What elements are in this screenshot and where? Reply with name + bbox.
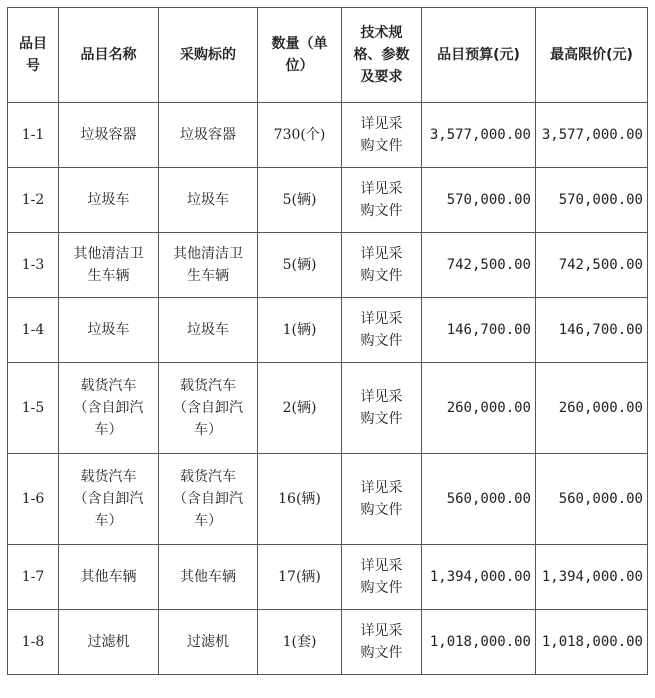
budget-cell: 146,700.00 [422, 298, 536, 363]
quantity-cell: 2(辆) [258, 363, 342, 454]
item-number-cell: 1-6 [8, 454, 59, 545]
table-row [8, 298, 648, 363]
specs-cell: 详见采 购文件 [342, 298, 422, 363]
max-price-cell: 146,700.00 [536, 298, 648, 363]
procurement-target-cell: 垃圾车 [159, 168, 258, 233]
header-row [8, 8, 648, 103]
table-row [8, 454, 648, 545]
item-name-cell: 过滤机 [59, 610, 159, 675]
quantity-cell: 5(辆) [258, 168, 342, 233]
procurement-target-cell: 其他车辆 [159, 545, 258, 610]
table-row [8, 103, 648, 168]
header-budget: 品目预算(元) [422, 8, 536, 103]
item-number-cell: 1-5 [8, 363, 59, 454]
max-price-cell: 3,577,000.00 [536, 103, 648, 168]
specs-cell: 详见采 购文件 [342, 545, 422, 610]
table-row [8, 363, 648, 454]
budget-cell: 1,018,000.00 [422, 610, 536, 675]
header-item-number: 品目 号 [8, 8, 59, 103]
item-number-cell: 1-4 [8, 298, 59, 363]
budget-cell: 742,500.00 [422, 233, 536, 298]
quantity-cell: 17(辆) [258, 545, 342, 610]
quantity-cell: 16(辆) [258, 454, 342, 545]
table-row [8, 233, 648, 298]
max-price-cell: 1,394,000.00 [536, 545, 648, 610]
specs-cell: 详见采 购文件 [342, 103, 422, 168]
item-name-cell: 垃圾车 [59, 168, 159, 233]
item-number-cell: 1-3 [8, 233, 59, 298]
specs-cell: 详见采 购文件 [342, 168, 422, 233]
specs-cell: 详见采 购文件 [342, 610, 422, 675]
table-body [8, 103, 648, 675]
item-number-cell: 1-8 [8, 610, 59, 675]
budget-cell: 3,577,000.00 [422, 103, 536, 168]
header-quantity: 数量（单 位） [258, 8, 342, 103]
item-number-cell: 1-1 [8, 103, 59, 168]
procurement-target-cell: 垃圾车 [159, 298, 258, 363]
header-item-name: 品目名称 [59, 8, 159, 103]
budget-cell: 1,394,000.00 [422, 545, 536, 610]
quantity-cell: 5(辆) [258, 233, 342, 298]
item-name-cell: 垃圾车 [59, 298, 159, 363]
max-price-cell: 1,018,000.00 [536, 610, 648, 675]
table-row [8, 545, 648, 610]
max-price-cell: 742,500.00 [536, 233, 648, 298]
header-specs: 技术规 格、参数 及要求 [342, 8, 422, 103]
item-name-cell: 载货汽车 （含自卸汽 车） [59, 363, 159, 454]
quantity-cell: 730(个) [258, 103, 342, 168]
item-name-cell: 其他清洁卫 生车辆 [59, 233, 159, 298]
procurement-target-cell: 载货汽车 （含自卸汽 车） [159, 454, 258, 545]
specs-cell: 详见采 购文件 [342, 233, 422, 298]
procurement-target-cell: 过滤机 [159, 610, 258, 675]
budget-cell: 570,000.00 [422, 168, 536, 233]
procurement-target-cell: 载货汽车 （含自卸汽 车） [159, 363, 258, 454]
item-number-cell: 1-7 [8, 545, 59, 610]
max-price-cell: 570,000.00 [536, 168, 648, 233]
header-max-price: 最高限价(元) [536, 8, 648, 103]
max-price-cell: 560,000.00 [536, 454, 648, 545]
specs-cell: 详见采 购文件 [342, 363, 422, 454]
item-name-cell: 其他车辆 [59, 545, 159, 610]
quantity-cell: 1(辆) [258, 298, 342, 363]
budget-cell: 260,000.00 [422, 363, 536, 454]
item-name-cell: 载货汽车 （含自卸汽 车） [59, 454, 159, 545]
table-row [8, 610, 648, 675]
item-number-cell: 1-2 [8, 168, 59, 233]
procurement-target-cell: 垃圾容器 [159, 103, 258, 168]
budget-cell: 560,000.00 [422, 454, 536, 545]
procurement-table [7, 7, 648, 675]
header-procurement-target: 采购标的 [159, 8, 258, 103]
max-price-cell: 260,000.00 [536, 363, 648, 454]
specs-cell: 详见采 购文件 [342, 454, 422, 545]
item-name-cell: 垃圾容器 [59, 103, 159, 168]
table-row [8, 168, 648, 233]
quantity-cell: 1(套) [258, 610, 342, 675]
procurement-target-cell: 其他清洁卫 生车辆 [159, 233, 258, 298]
